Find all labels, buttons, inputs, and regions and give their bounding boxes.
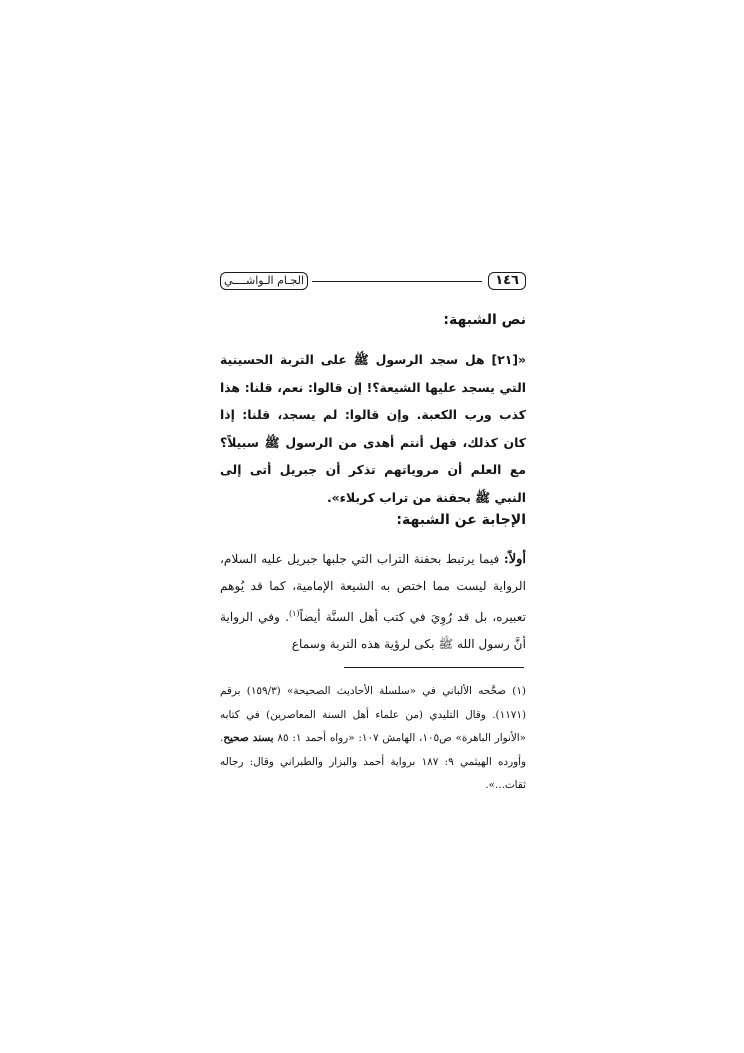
answer-body-continued: . وفي الرواية أنَّ رسول الله ﷺ بكى لرؤية هذه التربة وسماع bbox=[220, 610, 526, 652]
answer-body: فيما يرتبط بحفنة التراب التي جلبها جبريل عليه السلام، الرواية ليست مما اختص به الشيعة الإمامية، كما قد يُوهم تعبيره، بل قد رُوِيَ في كتب أهل السنَّة أيضاً bbox=[220, 552, 526, 625]
answer-lead: أولاً: bbox=[503, 552, 526, 567]
page-number: ١٤٦ bbox=[488, 272, 526, 290]
footnote-part2: . وأورده الهيثمي ٩: ١٨٧ برواية أحمد والبزار والطبراني وقال: رجاله ثقات...». bbox=[220, 732, 527, 791]
footnote-divider bbox=[344, 667, 524, 668]
book-title: الجـام الـواشــــي bbox=[220, 272, 308, 290]
footnote-bold: بسند صحيح bbox=[223, 732, 274, 744]
footnote bbox=[220, 680, 526, 798]
running-header bbox=[220, 272, 526, 290]
answer-heading: الإجابة عن الشبهة: bbox=[396, 512, 526, 528]
answer-text bbox=[220, 546, 526, 658]
footnote-part1: (١) صحَّحه الألباني في «سلسلة الأحاديث الصحيحة» (١٥٩/٣) برقم (١١٧١). وقال التليدي (من علماء أهل السنة المعاصرين) في كتابه «الأنوار الباهرة» ص١٠٥، الهامش ١٠٧: «رواه أحمد ١: ٨٥ bbox=[220, 685, 527, 744]
claim-heading: نص الشبهة: bbox=[443, 312, 526, 328]
header-rule bbox=[312, 281, 482, 282]
footnote-ref: (١) bbox=[289, 609, 300, 618]
claim-text: «[٢١] هل سجد الرسول ﷺ على التربة الحسينية التي يسجد عليها الشيعة؟! إن قالوا: نعم، قلنا: هذا كذب ورب الكعبة. وإن قالوا: لم يسجد، قلنا: إذا كان كذلك، فهل أنتم أهدى من الرسول ﷺ سبيلاً؟ مع العلم أن مروياتهم تذكر أن جبريل أتى إلى النبي ﷺ بحفنة من تراب كربلاء». bbox=[220, 352, 526, 505]
